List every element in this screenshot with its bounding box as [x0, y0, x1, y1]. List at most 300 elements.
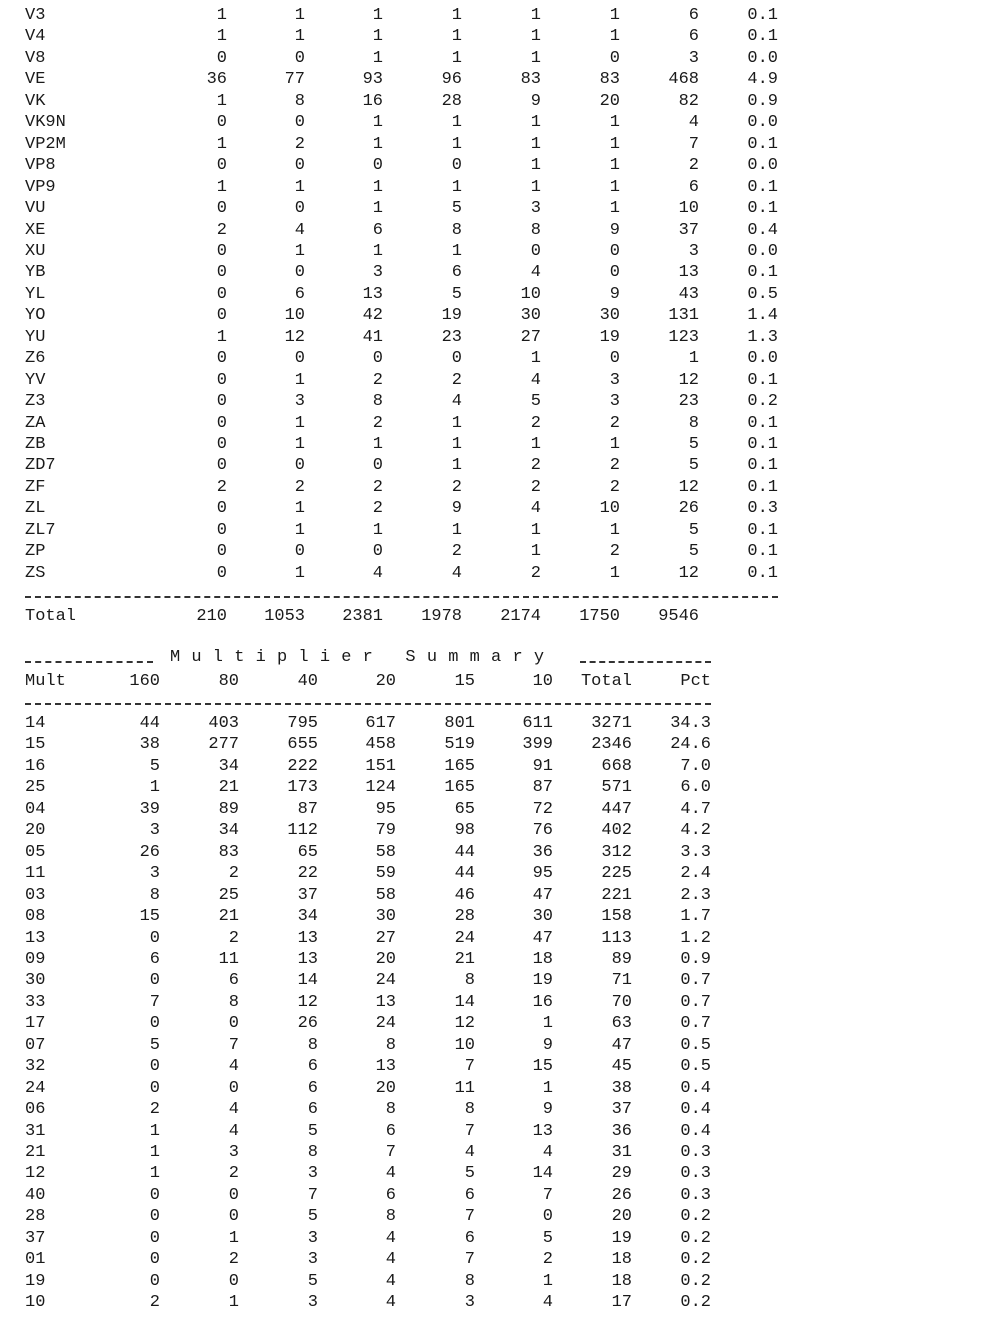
- total-divider: [25, 596, 778, 598]
- mult-cell: 399: [522, 735, 553, 755]
- mult-zone: 31: [25, 1121, 46, 1141]
- country-cell: 0: [451, 349, 462, 369]
- country-cell: 2: [530, 563, 541, 583]
- mult-cell: 3: [307, 1250, 318, 1270]
- country-cell: 23: [678, 392, 699, 412]
- country-cell: 10: [520, 284, 541, 304]
- country-cell: 1: [530, 349, 541, 369]
- mult-cell: 24: [375, 971, 396, 991]
- country-cell: 37: [678, 220, 699, 240]
- country-cell: 4: [451, 392, 462, 412]
- country-cell: 4.9: [747, 70, 778, 90]
- mult-cell: 5: [542, 1228, 553, 1248]
- mult-cell: 7: [464, 1121, 475, 1141]
- country-prefix: YU: [25, 327, 46, 347]
- country-cell: 0.1: [747, 477, 778, 497]
- mult-cell: 0: [228, 1078, 239, 1098]
- mult-cell: 225: [601, 864, 632, 884]
- country-cell: 6: [688, 6, 699, 25]
- mult-cell: 4: [228, 1100, 239, 1120]
- country-row: [0, 112, 1000, 133]
- country-cell: 42: [362, 306, 383, 326]
- country-cell: 3: [609, 392, 620, 412]
- country-cell: 1: [294, 499, 305, 519]
- total-row: [0, 606, 1000, 627]
- total-cell: 1978: [421, 607, 462, 626]
- mult-cell: 21: [454, 949, 475, 969]
- mult-cell: 13: [375, 992, 396, 1012]
- mult-cell: 2.4: [680, 864, 711, 884]
- mult-zone: 20: [25, 821, 46, 841]
- country-cell: 1: [530, 27, 541, 47]
- mult-zone: 17: [25, 1014, 46, 1034]
- mult-cell: 44: [139, 714, 160, 733]
- mult-cell: 19: [611, 1228, 632, 1248]
- header-cell: 40: [297, 672, 318, 691]
- country-cell: 3: [688, 48, 699, 68]
- mult-cell: 571: [601, 778, 632, 798]
- mult-cell: 2346: [591, 735, 632, 755]
- mult-cell: 24.6: [670, 735, 711, 755]
- mult-cell: 76: [532, 821, 553, 841]
- multiplier-row: [0, 777, 1000, 798]
- mult-cell: 1: [149, 1121, 160, 1141]
- mult-cell: 165: [444, 778, 475, 798]
- mult-cell: 87: [297, 799, 318, 819]
- mult-cell: 2.3: [680, 885, 711, 905]
- mult-cell: 458: [365, 735, 396, 755]
- mult-cell: 402: [601, 821, 632, 841]
- multiplier-row: [0, 1271, 1000, 1292]
- multiplier-row: [0, 1142, 1000, 1163]
- country-prefix: XE: [25, 220, 46, 240]
- country-prefix: ZF: [25, 477, 46, 497]
- mult-cell: 0.5: [680, 1057, 711, 1077]
- total-label: Total: [25, 607, 77, 626]
- mult-cell: 87: [532, 778, 553, 798]
- header-cell: 10: [532, 672, 553, 691]
- mult-cell: 0: [149, 971, 160, 991]
- mult-cell: 2: [149, 1100, 160, 1120]
- mult-cell: 59: [375, 864, 396, 884]
- country-cell: 83: [599, 70, 620, 90]
- mult-cell: 44: [454, 842, 475, 862]
- multiplier-row: [0, 1035, 1000, 1056]
- mult-zone: 15: [25, 735, 46, 755]
- country-cell: 23: [441, 327, 462, 347]
- mult-cell: 5: [307, 1121, 318, 1141]
- mult-cell: 24: [375, 1014, 396, 1034]
- country-cell: 0: [294, 456, 305, 476]
- country-row: [0, 5, 1000, 26]
- mult-zone: 04: [25, 799, 46, 819]
- mult-cell: 30: [375, 907, 396, 927]
- mult-cell: 0.2: [680, 1293, 711, 1313]
- country-cell: 2: [688, 156, 699, 176]
- mult-cell: 34: [218, 756, 239, 776]
- country-cell: 4: [530, 499, 541, 519]
- mult-cell: 0.2: [680, 1228, 711, 1248]
- country-cell: 2: [530, 477, 541, 497]
- mult-cell: 3: [464, 1293, 475, 1313]
- mult-zone: 05: [25, 842, 46, 862]
- mult-cell: 13: [375, 1057, 396, 1077]
- mult-cell: 8: [464, 1271, 475, 1291]
- country-prefix: VP8: [25, 156, 56, 176]
- country-cell: 6: [688, 27, 699, 47]
- country-row: [0, 155, 1000, 176]
- mult-cell: 7: [464, 1057, 475, 1077]
- total-cell: 210: [196, 607, 227, 626]
- country-cell: 2: [372, 370, 383, 390]
- mult-cell: 3.3: [680, 842, 711, 862]
- country-cell: 1: [530, 177, 541, 197]
- mult-cell: 38: [139, 735, 160, 755]
- country-prefix: VE: [25, 70, 46, 90]
- country-row: [0, 455, 1000, 476]
- mult-cell: 12: [454, 1014, 475, 1034]
- mult-cell: 6: [228, 971, 239, 991]
- country-cell: 0: [530, 241, 541, 261]
- country-cell: 1: [294, 413, 305, 433]
- country-cell: 2: [609, 542, 620, 562]
- multiplier-row: [0, 949, 1000, 970]
- multiplier-row: [0, 713, 1000, 734]
- header-cell: 80: [218, 672, 239, 691]
- mult-cell: 34.3: [670, 714, 711, 733]
- mult-cell: 3: [149, 864, 160, 884]
- mult-cell: 26: [139, 842, 160, 862]
- mult-cell: 1: [542, 1078, 553, 1098]
- multiplier-row: [0, 799, 1000, 820]
- mult-cell: 0.4: [680, 1121, 711, 1141]
- multiplier-row: [0, 970, 1000, 991]
- country-prefix: Z6: [25, 349, 46, 369]
- country-cell: 1: [451, 48, 462, 68]
- mult-cell: 112: [287, 821, 318, 841]
- country-cell: 0: [294, 263, 305, 283]
- mult-cell: 4: [542, 1293, 553, 1313]
- header-cell: Mult: [25, 672, 66, 691]
- country-cell: 1: [530, 113, 541, 133]
- mult-cell: 7: [464, 1207, 475, 1227]
- country-cell: 19: [599, 327, 620, 347]
- mult-cell: 617: [365, 714, 396, 733]
- country-cell: 0.1: [747, 563, 778, 583]
- header-divider: [25, 703, 711, 705]
- country-cell: 0.1: [747, 27, 778, 47]
- mult-cell: 7: [228, 1035, 239, 1055]
- mult-cell: 4: [228, 1057, 239, 1077]
- title-right-dashes: [580, 661, 711, 663]
- country-cell: 12: [678, 370, 699, 390]
- multiplier-row: [0, 842, 1000, 863]
- country-cell: 1: [609, 27, 620, 47]
- country-cell: 2: [451, 370, 462, 390]
- country-row: [0, 177, 1000, 198]
- mult-cell: 2: [228, 928, 239, 948]
- multiplier-row: [0, 734, 1000, 755]
- mult-zone: 07: [25, 1035, 46, 1055]
- country-row: [0, 241, 1000, 262]
- country-cell: 3: [609, 370, 620, 390]
- country-cell: 12: [678, 477, 699, 497]
- mult-cell: 36: [611, 1121, 632, 1141]
- mult-cell: 21: [218, 907, 239, 927]
- country-row: [0, 69, 1000, 90]
- mult-cell: 655: [287, 735, 318, 755]
- country-cell: 0: [216, 370, 227, 390]
- country-prefix: ZA: [25, 413, 46, 433]
- mult-cell: 18: [611, 1271, 632, 1291]
- mult-cell: 36: [532, 842, 553, 862]
- multiplier-header: [0, 671, 1000, 692]
- country-cell: 131: [668, 306, 699, 326]
- mult-cell: 37: [611, 1100, 632, 1120]
- country-cell: 2: [609, 456, 620, 476]
- mult-cell: 3: [307, 1293, 318, 1313]
- mult-cell: 1: [149, 1143, 160, 1162]
- country-cell: 1: [216, 27, 227, 47]
- mult-cell: 7: [307, 1185, 318, 1205]
- mult-zone: 03: [25, 885, 46, 905]
- country-cell: 2: [216, 220, 227, 240]
- country-cell: 1: [372, 113, 383, 133]
- country-cell: 0: [216, 284, 227, 304]
- mult-cell: 47: [532, 928, 553, 948]
- country-cell: 7: [688, 134, 699, 154]
- country-cell: 82: [678, 91, 699, 111]
- country-cell: 1: [372, 27, 383, 47]
- mult-cell: 158: [601, 907, 632, 927]
- country-cell: 1: [688, 349, 699, 369]
- country-cell: 9: [609, 284, 620, 304]
- country-row: [0, 413, 1000, 434]
- country-cell: 0: [294, 156, 305, 176]
- country-cell: 0.3: [747, 499, 778, 519]
- mult-cell: 0.7: [680, 992, 711, 1012]
- mult-cell: 3: [307, 1228, 318, 1248]
- country-cell: 1: [372, 520, 383, 540]
- country-cell: 1: [294, 177, 305, 197]
- mult-cell: 65: [454, 799, 475, 819]
- mult-cell: 24: [454, 928, 475, 948]
- mult-cell: 14: [532, 1164, 553, 1184]
- country-prefix: V8: [25, 48, 46, 68]
- multiplier-row: [0, 885, 1000, 906]
- country-cell: 1: [294, 241, 305, 261]
- multiplier-row: [0, 1292, 1000, 1313]
- country-cell: 19: [441, 306, 462, 326]
- mult-cell: 6: [307, 1100, 318, 1120]
- country-cell: 2: [451, 477, 462, 497]
- country-prefix: ZS: [25, 563, 46, 583]
- country-prefix: V3: [25, 6, 46, 25]
- mult-cell: 14: [454, 992, 475, 1012]
- country-cell: 2: [294, 477, 305, 497]
- mult-cell: 7: [149, 992, 160, 1012]
- mult-cell: 9: [542, 1100, 553, 1120]
- mult-cell: 38: [611, 1078, 632, 1098]
- mult-cell: 0.3: [680, 1185, 711, 1205]
- country-cell: 1: [451, 6, 462, 25]
- multiplier-row: [0, 1056, 1000, 1077]
- country-cell: 2: [216, 477, 227, 497]
- mult-cell: 0.3: [680, 1164, 711, 1184]
- country-cell: 0: [294, 542, 305, 562]
- country-cell: 0: [609, 48, 620, 68]
- country-cell: 1: [530, 48, 541, 68]
- country-cell: 1: [294, 6, 305, 25]
- country-cell: 1: [216, 177, 227, 197]
- country-cell: 0.2: [747, 392, 778, 412]
- multiplier-row: [0, 1013, 1000, 1034]
- country-cell: 9: [609, 220, 620, 240]
- mult-cell: 63: [611, 1014, 632, 1034]
- country-cell: 1: [609, 113, 620, 133]
- country-cell: 0: [216, 113, 227, 133]
- country-cell: 0.0: [747, 241, 778, 261]
- country-cell: 1: [609, 563, 620, 583]
- country-row: [0, 434, 1000, 455]
- country-cell: 6: [688, 177, 699, 197]
- country-cell: 16: [362, 91, 383, 111]
- mult-cell: 6: [385, 1185, 396, 1205]
- mult-zone: 32: [25, 1057, 46, 1077]
- country-cell: 1: [372, 6, 383, 25]
- country-cell: 1: [294, 370, 305, 390]
- country-cell: 1: [451, 27, 462, 47]
- mult-cell: 4.2: [680, 821, 711, 841]
- country-cell: 1: [216, 327, 227, 347]
- mult-zone: 12: [25, 1164, 46, 1184]
- country-cell: 0: [216, 520, 227, 540]
- country-cell: 96: [441, 70, 462, 90]
- country-prefix: YB: [25, 263, 46, 283]
- mult-cell: 79: [375, 821, 396, 841]
- mult-cell: 4: [385, 1250, 396, 1270]
- mult-cell: 4: [464, 1143, 475, 1162]
- mult-cell: 6: [464, 1185, 475, 1205]
- mult-cell: 0: [149, 928, 160, 948]
- country-cell: 6: [294, 284, 305, 304]
- mult-cell: 277: [208, 735, 239, 755]
- country-cell: 0.9: [747, 91, 778, 111]
- country-cell: 1: [451, 413, 462, 433]
- country-prefix: ZB: [25, 435, 46, 454]
- country-cell: 2: [609, 477, 620, 497]
- country-cell: 2: [294, 134, 305, 154]
- multiplier-row: [0, 1121, 1000, 1142]
- mult-cell: 611: [522, 714, 553, 733]
- mult-cell: 4: [385, 1164, 396, 1184]
- country-cell: 3: [530, 199, 541, 219]
- mult-cell: 312: [601, 842, 632, 862]
- mult-cell: 18: [611, 1250, 632, 1270]
- mult-cell: 45: [611, 1057, 632, 1077]
- country-cell: 1: [372, 134, 383, 154]
- country-cell: 0: [216, 306, 227, 326]
- country-cell: 43: [678, 284, 699, 304]
- country-cell: 4: [294, 220, 305, 240]
- country-cell: 1: [372, 48, 383, 68]
- mult-cell: 0: [149, 1271, 160, 1291]
- country-cell: 77: [284, 70, 305, 90]
- country-row: [0, 48, 1000, 69]
- multiplier-row: [0, 1163, 1000, 1184]
- mult-cell: 124: [365, 778, 396, 798]
- mult-zone: 24: [25, 1078, 46, 1098]
- country-cell: 4: [530, 263, 541, 283]
- mult-cell: 34: [297, 907, 318, 927]
- mult-cell: 17: [611, 1293, 632, 1313]
- country-cell: 0.0: [747, 156, 778, 176]
- mult-zone: 06: [25, 1100, 46, 1120]
- mult-zone: 30: [25, 971, 46, 991]
- title-left-dashes: [25, 661, 153, 663]
- country-cell: 1.3: [747, 327, 778, 347]
- country-cell: 1: [530, 134, 541, 154]
- mult-cell: 72: [532, 799, 553, 819]
- country-row: [0, 348, 1000, 369]
- country-cell: 5: [688, 520, 699, 540]
- country-row: [0, 477, 1000, 498]
- mult-cell: 795: [287, 714, 318, 733]
- country-cell: 1: [451, 113, 462, 133]
- country-cell: 4: [451, 563, 462, 583]
- mult-cell: 21: [218, 778, 239, 798]
- country-row: [0, 198, 1000, 219]
- country-cell: 0: [216, 349, 227, 369]
- country-cell: 0.1: [747, 456, 778, 476]
- mult-cell: 25: [218, 885, 239, 905]
- country-cell: 6: [372, 220, 383, 240]
- mult-cell: 8: [149, 885, 160, 905]
- header-cell: Pct: [680, 672, 711, 691]
- mult-cell: 58: [375, 885, 396, 905]
- country-cell: 1: [294, 563, 305, 583]
- mult-cell: 113: [601, 928, 632, 948]
- mult-zone: 16: [25, 756, 46, 776]
- country-cell: 1: [530, 6, 541, 25]
- mult-cell: 27: [375, 928, 396, 948]
- country-cell: 0: [216, 435, 227, 454]
- mult-cell: 89: [611, 949, 632, 969]
- mult-cell: 173: [287, 778, 318, 798]
- mult-cell: 98: [454, 821, 475, 841]
- multiplier-row: [0, 1078, 1000, 1099]
- country-cell: 0.1: [747, 542, 778, 562]
- mult-cell: 6: [464, 1228, 475, 1248]
- mult-cell: 95: [375, 799, 396, 819]
- country-cell: 5: [688, 435, 699, 454]
- mult-zone: 33: [25, 992, 46, 1012]
- country-prefix: YL: [25, 284, 46, 304]
- mult-cell: 5: [464, 1164, 475, 1184]
- mult-cell: 20: [375, 949, 396, 969]
- country-cell: 4: [372, 563, 383, 583]
- mult-cell: 5: [149, 1035, 160, 1055]
- country-cell: 1: [372, 199, 383, 219]
- mult-zone: 11: [25, 864, 46, 884]
- country-cell: 0: [216, 263, 227, 283]
- country-cell: 1: [530, 542, 541, 562]
- mult-zone: 13: [25, 928, 46, 948]
- country-cell: 4: [530, 370, 541, 390]
- header-cell: 15: [454, 672, 475, 691]
- mult-cell: 8: [464, 971, 475, 991]
- mult-cell: 83: [218, 842, 239, 862]
